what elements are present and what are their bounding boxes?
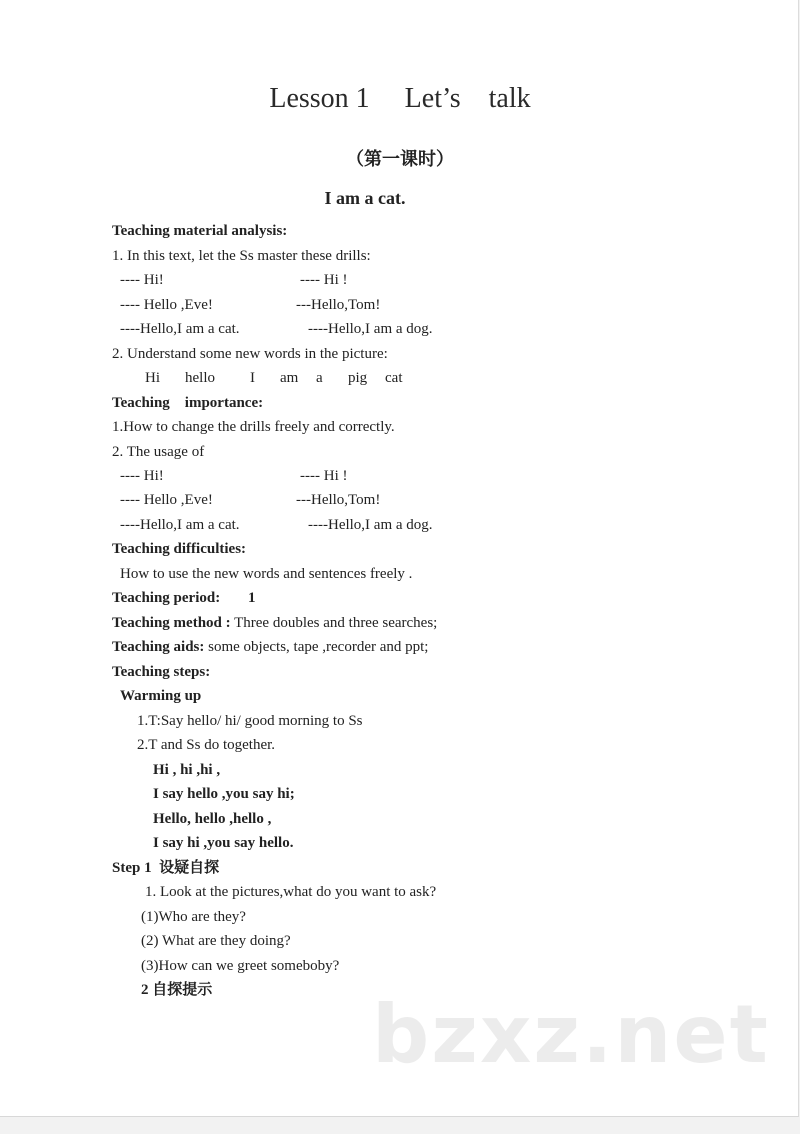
drill-line: ---- Hello ,Eve! <box>120 492 213 508</box>
lesson-heading: I am a cat. <box>324 188 406 208</box>
drill-line: ---- Hi ! <box>300 272 348 288</box>
step1-label: Step 1 设疑自探 <box>112 860 220 876</box>
aids-line <box>112 638 428 656</box>
new-word: Hi <box>145 370 160 386</box>
chant-line: Hello, hello ,hello , <box>153 811 272 827</box>
step1-question: (3)How can we greet someboby? <box>141 958 340 974</box>
step1-item-2: 2 自探提示 <box>141 982 213 998</box>
method-value: Three doubles and three searches; <box>230 615 438 631</box>
drill-line: ---- Hi! <box>120 272 164 288</box>
drill-line: ---Hello,Tom! <box>296 492 381 508</box>
new-word: cat <box>385 370 403 386</box>
material-analysis-2: 2. Understand some new words in the picture: <box>112 346 388 362</box>
new-word: a <box>316 370 323 386</box>
importance-1: 1.How to change the drills freely and correctly. <box>112 419 395 435</box>
new-word: hello <box>185 370 215 386</box>
importance-label: Teaching importance: <box>112 395 264 411</box>
new-word: am <box>280 370 299 386</box>
drill-line: ----Hello,I am a dog. <box>308 517 433 533</box>
drill-line: ----Hello,I am a cat. <box>120 517 240 533</box>
method-line <box>112 614 437 632</box>
chant-line: I say hi ,you say hello. <box>153 835 294 851</box>
step1-question: (1)Who are they? <box>141 909 246 925</box>
drill-line: ---- Hi ! <box>300 468 348 484</box>
drill-line: ---- Hello ,Eve! <box>120 297 213 313</box>
material-analysis-label: Teaching material analysis: <box>112 223 288 239</box>
method-label: Teaching method : <box>112 615 231 631</box>
material-analysis-1: 1. In this text, let the Ss master these drills: <box>112 248 371 264</box>
period-value: 1 <box>248 590 256 606</box>
site-watermark: bzxz.net <box>372 988 770 1081</box>
drill-line: ----Hello,I am a dog. <box>308 321 433 337</box>
aids-label: Teaching aids: <box>112 639 205 655</box>
difficulties-label: Teaching difficulties: <box>112 541 247 557</box>
drill-line: ---Hello,Tom! <box>296 297 381 313</box>
chant-line: Hi , hi ,hi , <box>153 762 221 778</box>
aids-value: some objects, tape ,recorder and ppt; <box>204 639 429 655</box>
new-word: I <box>250 370 255 386</box>
step1-item-1: 1. Look at the pictures,what do you want to ask? <box>145 884 437 900</box>
step1-question: (2) What are they doing? <box>141 933 291 949</box>
warming-up-1: 1.T:Say hello/ hi/ good morning to Ss <box>137 713 363 729</box>
importance-2: 2. The usage of <box>112 444 205 460</box>
warming-up-2: 2.T and Ss do together. <box>137 737 276 753</box>
lesson-subtitle: （第一课时） <box>346 149 454 169</box>
period-label: Teaching period: <box>112 590 221 606</box>
new-word: pig <box>348 370 368 386</box>
drill-line: ---- Hi! <box>120 468 164 484</box>
difficulties-1: How to use the new words and sentences freely . <box>120 566 413 582</box>
chant-line: I say hello ,you say hi; <box>153 786 295 802</box>
warming-up-label: Warming up <box>120 688 202 704</box>
lesson-title: Lesson 1 Let’s talk <box>269 83 531 114</box>
drill-line: ----Hello,I am a cat. <box>120 321 240 337</box>
steps-label: Teaching steps: <box>112 664 211 680</box>
